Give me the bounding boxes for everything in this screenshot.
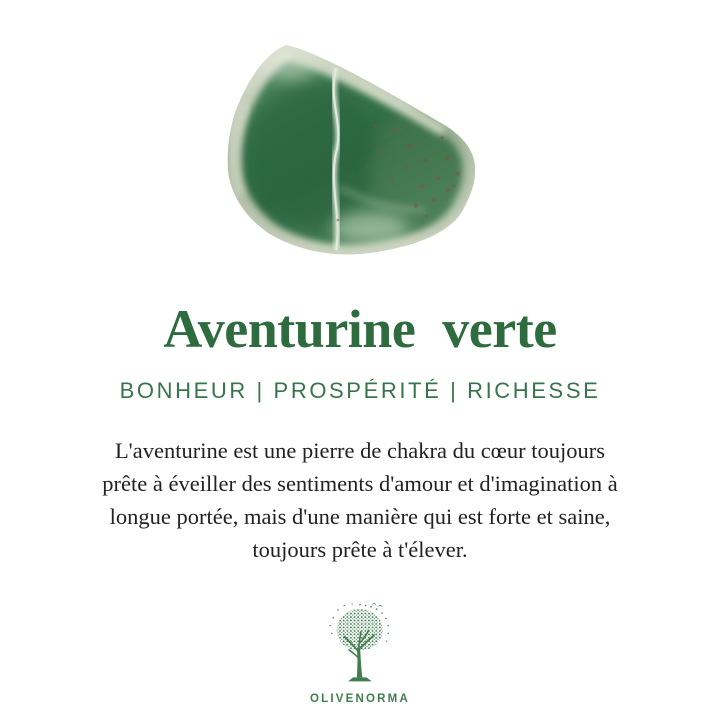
product-title: Aventurine verte bbox=[163, 299, 557, 359]
olive-tree-icon bbox=[320, 602, 400, 690]
brand-logo bbox=[310, 602, 410, 706]
product-description bbox=[102, 434, 617, 566]
brand-name: OLIVENORMA bbox=[310, 693, 410, 705]
green-aventurine-stone-photo bbox=[220, 38, 488, 262]
description-line: toujours prête à t'élever. bbox=[252, 537, 468, 562]
description-line: prête à éveiller des sentiments d'amour et d'imagination à bbox=[102, 471, 618, 496]
product-tagline: BONHEUR | PROSPÉRITÉ | RICHESSE bbox=[119, 378, 601, 403]
description-line: longue portée, mais d'une manière qui est forte et saine, bbox=[109, 504, 611, 529]
description-line: L'aventurine est une pierre de chakra du cœur toujours bbox=[114, 438, 606, 463]
